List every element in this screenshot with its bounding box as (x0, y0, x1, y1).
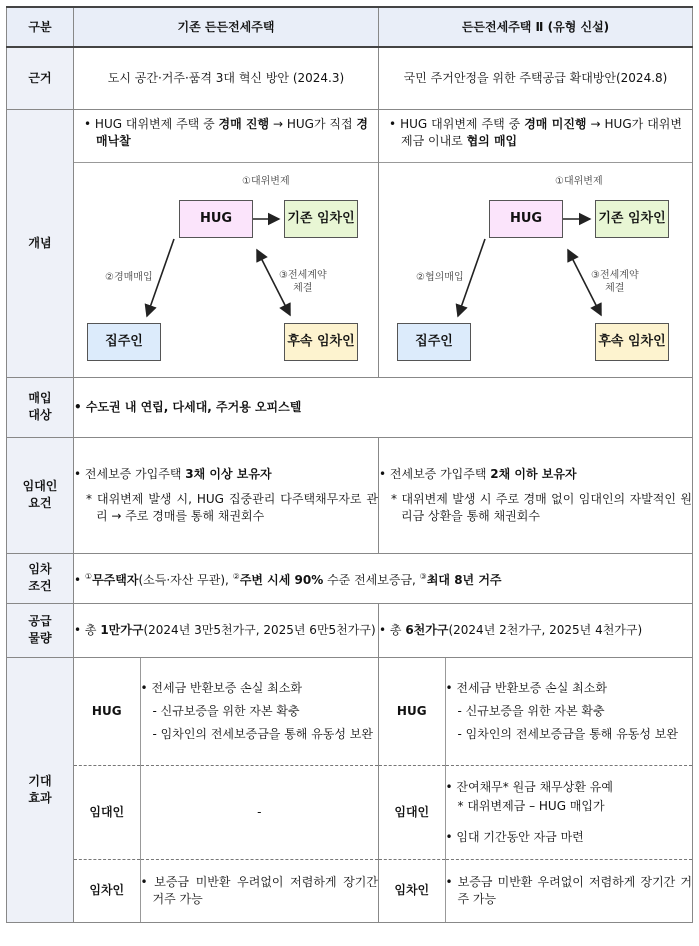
right-owner-box: 집주인 (397, 323, 471, 361)
left-step2-label: ②경매매입 (105, 271, 153, 283)
supply-row (7, 603, 693, 657)
effects-right-landlord-label: 임대인 (379, 766, 445, 860)
effects-left-landlord-label: 임대인 (74, 766, 140, 860)
right-existing-tenant-box: 기존 임차인 (595, 200, 669, 238)
concept-right-cell (379, 109, 693, 377)
basis-row (7, 47, 693, 109)
left-owner-box: 집주인 (87, 323, 161, 361)
basis-right: 국민 주거안정을 위한 주택공급 확대방안(2024.8) (379, 47, 693, 109)
effects-right-tenant-text: • 보증금 미반환 우려없이 저렴하게 장기간 거주 가능 (445, 874, 692, 906)
right-step3-label: ③전세계약 체결 (591, 269, 639, 294)
concept-label: 개념 (7, 109, 74, 377)
comparison-table (6, 6, 693, 923)
supply-left: • 총 1만가구(2024년 3만5천가구, 2025년 6만5천가구) (74, 603, 379, 657)
left-existing-tenant-box: 기존 임차인 (284, 200, 358, 238)
effects-left (74, 657, 379, 922)
landlord-right: • 전세보증 가입주택 2채 이하 보유자 * 대위변제 발생 시 주로 경매 없이 임대인의 자발적인 원리금 상환을 통해 채권회수 (379, 437, 693, 553)
right-step2-label: ②협의매입 (416, 271, 464, 283)
header-existing: 기존 든든전세주택 (74, 7, 379, 47)
lease-row (7, 553, 693, 603)
effects-right-hug-text: • 전세금 반환보증 손실 최소화 - 신규보증을 위한 자본 확충 - 임차인의 전세보증금을 통해 유동성 보완 (445, 680, 678, 741)
effects-left-hug-row (74, 658, 378, 766)
right-next-tenant-box: 후속 임차인 (595, 323, 669, 361)
concept-right-text: • HUG 대위변제 주택 중 경매 미진행 → HUG가 대위변제금 이내로 협의 매입 (379, 110, 692, 163)
supply-label: 공급 물량 (7, 603, 74, 657)
effects-row (7, 657, 693, 922)
right-step1-label: ①대위변제 (555, 175, 603, 187)
effects-left-landlord-text: - (257, 805, 262, 819)
lease-text: • ①무주택자(소득·자산 무관), ②주변 시세 90% 수준 전세보증금, ③최대 8년 거주 (74, 553, 693, 603)
landlord-left: • 전세보증 가입주택 3채 이상 보유자 * 대위변제 발생 시, HUG 집중관리 다주택채무자로 관리 → 주로 경매를 통해 채권회수 (74, 437, 379, 553)
effects-left-tenant-label: 임차인 (74, 860, 140, 922)
target-text: • 수도권 내 연립, 다세대, 주거용 오피스텔 (74, 377, 693, 437)
lease-label: 임차 조건 (7, 553, 74, 603)
effects-left-subtable (74, 658, 378, 922)
effects-label: 기대 효과 (7, 657, 74, 922)
effects-right-landlord-row (379, 766, 692, 860)
concept-right-diagram (379, 163, 692, 377)
supply-right: • 총 6천가구(2024년 2천가구, 2025년 4천가구) (379, 603, 693, 657)
left-next-tenant-box: 후속 임차인 (284, 323, 358, 361)
effects-left-tenant-row (74, 860, 378, 922)
left-step3-label: ③전세계약 체결 (279, 269, 327, 294)
effects-left-tenant-text: • 보증금 미반환 우려없이 저렴하게 장기간 거주 가능 (140, 874, 378, 906)
concept-left-cell (74, 109, 379, 377)
header-new-type: 든든전세주택 Ⅱ (유형 신설) (379, 7, 693, 47)
effects-right-tenant-row (379, 860, 692, 922)
concept-left-text: • HUG 대위변제 주택 중 경매 진행 → HUG가 직접 경매낙찰 (74, 110, 378, 163)
effects-right (379, 657, 693, 922)
left-step1-label: ①대위변제 (242, 175, 290, 187)
effects-right-subtable (379, 658, 692, 922)
landlord-label: 임대인 요건 (7, 437, 74, 553)
effects-right-tenant-label: 임차인 (379, 860, 445, 922)
effects-left-hug-label: HUG (74, 658, 140, 766)
table-header-row (7, 7, 693, 47)
concept-left-diagram (74, 163, 378, 377)
effects-right-hug-row (379, 658, 692, 766)
basis-left: 도시 공간·거주·품격 3대 혁신 방안 (2024.3) (74, 47, 379, 109)
landlord-row (7, 437, 693, 553)
effects-left-landlord-row (74, 766, 378, 860)
basis-label: 근거 (7, 47, 74, 109)
effects-right-hug-label: HUG (379, 658, 445, 766)
effects-right-landlord-text: • 잔여채무* 원금 채무상환 유예 * 대위변제금 – HUG 매입가 • 임대 기간동안 자금 마련 (445, 780, 613, 844)
left-hug-box: HUG (179, 200, 253, 238)
header-category: 구분 (7, 7, 74, 47)
target-row (7, 377, 693, 437)
concept-row (7, 109, 693, 377)
effects-left-hug-text: • 전세금 반환보증 손실 최소화 - 신규보증을 위한 자본 확충 - 임차인의 전세보증금을 통해 유동성 보완 (140, 680, 373, 741)
target-label: 매입 대상 (7, 377, 74, 437)
right-hug-box: HUG (489, 200, 563, 238)
